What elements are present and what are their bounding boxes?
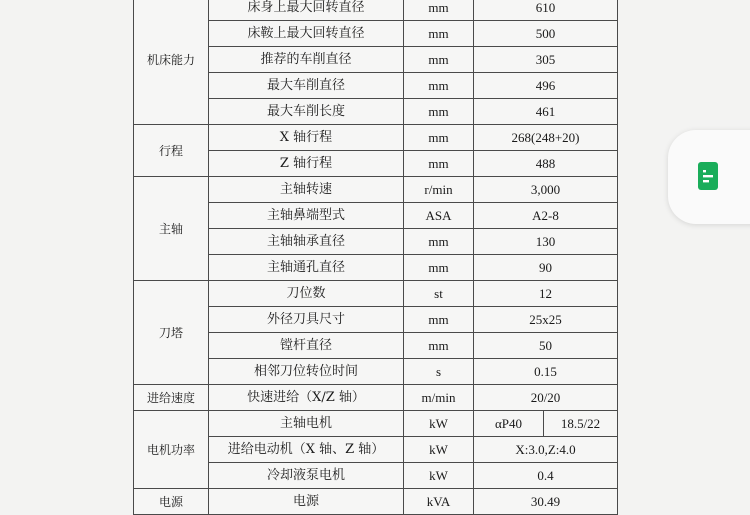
category-cell: 电机功率 xyxy=(134,411,209,489)
value-cell: 0.4 xyxy=(474,463,618,489)
unit-cell: kW xyxy=(404,411,474,437)
item-cell: 最大车削长度 xyxy=(209,99,404,125)
value-cell: 268(248+20) xyxy=(474,125,618,151)
item-cell: 快速进给（X/Z 轴） xyxy=(209,385,404,411)
unit-cell: ASA xyxy=(404,203,474,229)
value-cell: 130 xyxy=(474,229,618,255)
value-cell: 50 xyxy=(474,333,618,359)
value-cell: 461 xyxy=(474,99,618,125)
item-cell: 相邻刀位转位时间 xyxy=(209,359,404,385)
item-cell: 主轴转速 xyxy=(209,177,404,203)
item-cell: 电源 xyxy=(209,489,404,515)
item-cell: X 轴行程 xyxy=(209,125,404,151)
unit-cell: mm xyxy=(404,99,474,125)
value-cell: A2-8 xyxy=(474,203,618,229)
category-cell: 刀塔 xyxy=(134,281,209,385)
value-cell: 500 xyxy=(474,21,618,47)
value-cell: αP40 xyxy=(474,411,544,437)
unit-cell: kVA xyxy=(404,489,474,515)
table-row xyxy=(134,385,618,411)
value-cell: 3,000 xyxy=(474,177,618,203)
category-cell: 电源 xyxy=(134,489,209,515)
value-cell: 25x25 xyxy=(474,307,618,333)
item-cell: 镗杆直径 xyxy=(209,333,404,359)
value-cell: 0.15 xyxy=(474,359,618,385)
value-cell: 20/20 xyxy=(474,385,618,411)
category-cell: 主轴 xyxy=(134,177,209,281)
floating-document-button[interactable] xyxy=(668,130,750,224)
value-cell: 488 xyxy=(474,151,618,177)
item-cell: 进给电动机（X 轴、Z 轴） xyxy=(209,437,404,463)
value-cell: 12 xyxy=(474,281,618,307)
spec-table xyxy=(133,0,618,515)
category-cell: 机床能力 xyxy=(134,0,209,125)
table-row xyxy=(134,281,618,307)
item-cell: 最大车削直径 xyxy=(209,73,404,99)
item-cell: 主轴通孔直径 xyxy=(209,255,404,281)
table-row xyxy=(134,125,618,151)
unit-cell: kW xyxy=(404,437,474,463)
value-cell: 496 xyxy=(474,73,618,99)
value-cell: X:3.0,Z:4.0 xyxy=(474,437,618,463)
item-cell: 外径刀具尺寸 xyxy=(209,307,404,333)
document-icon xyxy=(698,162,718,190)
value-cell: 305 xyxy=(474,47,618,73)
category-cell: 行程 xyxy=(134,125,209,177)
item-cell: 刀位数 xyxy=(209,281,404,307)
unit-cell: m/min xyxy=(404,385,474,411)
item-cell: 主轴鼻端型式 xyxy=(209,203,404,229)
unit-cell: s xyxy=(404,359,474,385)
unit-cell: mm xyxy=(404,0,474,21)
unit-cell: r/min xyxy=(404,177,474,203)
table-row xyxy=(134,0,618,21)
table-row xyxy=(134,489,618,515)
category-cell: 进给速度 xyxy=(134,385,209,411)
value-cell: 30.49 xyxy=(474,489,618,515)
item-cell: Z 轴行程 xyxy=(209,151,404,177)
value-cell-secondary: 18.5/22 xyxy=(544,411,618,437)
item-cell: 推荐的车削直径 xyxy=(209,47,404,73)
table-row xyxy=(134,411,618,437)
unit-cell: mm xyxy=(404,47,474,73)
spec-table-body xyxy=(134,0,618,515)
unit-cell: kW xyxy=(404,463,474,489)
unit-cell: mm xyxy=(404,125,474,151)
unit-cell: mm xyxy=(404,307,474,333)
item-cell: 床身上最大回转直径 xyxy=(209,0,404,21)
table-row xyxy=(134,177,618,203)
item-cell: 床鞍上最大回转直径 xyxy=(209,21,404,47)
unit-cell: mm xyxy=(404,229,474,255)
unit-cell: mm xyxy=(404,21,474,47)
unit-cell: mm xyxy=(404,255,474,281)
unit-cell: mm xyxy=(404,151,474,177)
unit-cell: mm xyxy=(404,73,474,99)
item-cell: 主轴轴承直径 xyxy=(209,229,404,255)
value-cell: 610 xyxy=(474,0,618,21)
item-cell: 主轴电机 xyxy=(209,411,404,437)
value-cell: 90 xyxy=(474,255,618,281)
item-cell: 冷却液泵电机 xyxy=(209,463,404,489)
unit-cell: mm xyxy=(404,333,474,359)
unit-cell: st xyxy=(404,281,474,307)
